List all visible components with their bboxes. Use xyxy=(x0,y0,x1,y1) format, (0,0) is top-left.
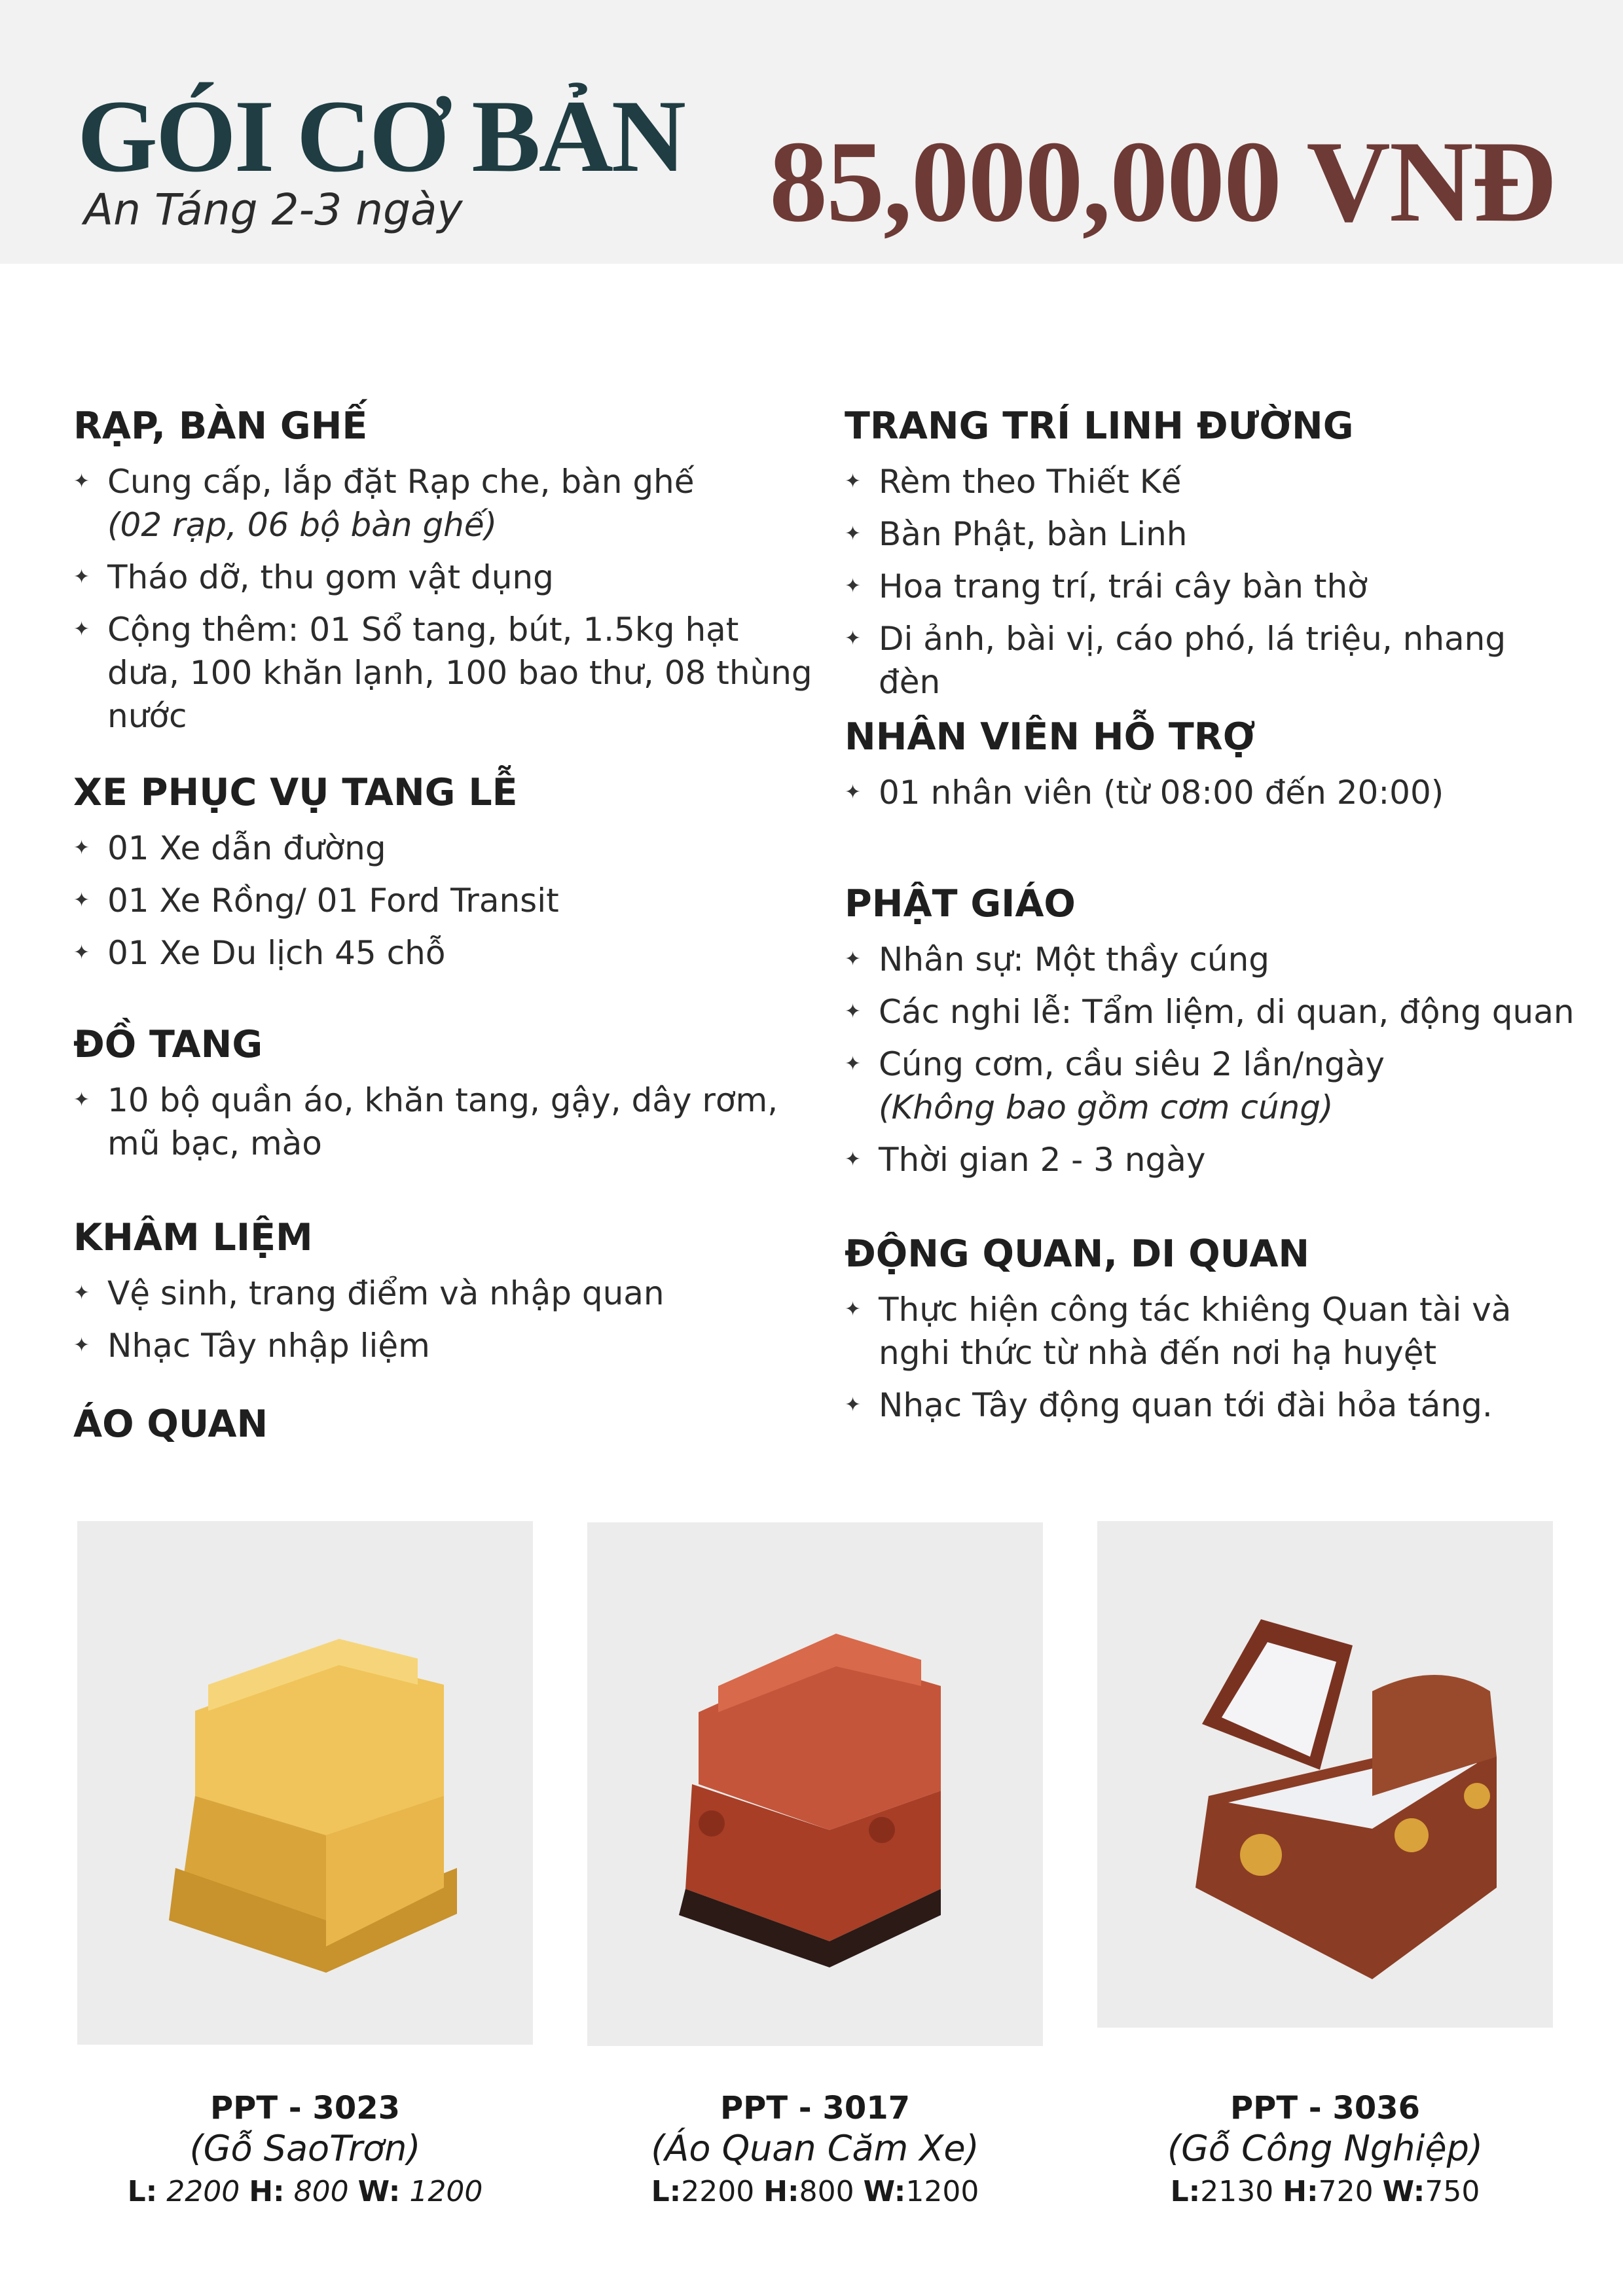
list-item xyxy=(845,1288,1578,1374)
list-item xyxy=(845,990,1578,1033)
section-do-tang xyxy=(73,1024,820,1174)
list-item xyxy=(845,512,1578,556)
list-item-text: Nhạc Tây nhập liệm xyxy=(107,1326,430,1365)
section-phat-giao xyxy=(845,884,1578,1191)
section-title: ĐỒ TANG xyxy=(73,1023,263,1066)
section-ao-quan xyxy=(73,1404,820,1445)
list-item xyxy=(73,608,820,738)
section-list xyxy=(845,1288,1578,1427)
list-item xyxy=(73,1079,820,1165)
product-dimensions: L:2130 H:720 W:750 xyxy=(1170,2175,1480,2208)
product-material: (Gỗ Công Nghiệp) xyxy=(1167,2128,1483,2169)
section-title: TRANG TRÍ LINH ĐƯỜNG xyxy=(845,404,1354,448)
section-kham-liem xyxy=(73,1217,820,1376)
star-bullet-icon: ✦ xyxy=(845,574,862,598)
list-item-text: Các nghi lễ: Tẩm liệm, di quan, động quan xyxy=(879,992,1575,1031)
list-item-text: Tháo dỡ, thu gom vật dụng xyxy=(107,558,554,596)
list-item xyxy=(845,938,1578,981)
coffin-photo-icon xyxy=(77,1521,533,2045)
product-dimensions: L:2200 H:800 W:1200 xyxy=(651,2175,979,2208)
coffin-photo-icon xyxy=(587,1522,1043,2046)
list-item xyxy=(73,879,820,922)
product-material: (Áo Quan Căm Xe) xyxy=(651,2128,979,2169)
coffin-photo-icon xyxy=(1097,1521,1553,2028)
star-bullet-icon: ✦ xyxy=(845,1052,862,1075)
section-title: XE PHỤC VỤ TANG LỄ xyxy=(73,771,518,814)
list-item xyxy=(845,460,1578,503)
list-item-text: 01 nhân viên (từ 08:00 đến 20:00) xyxy=(879,773,1444,812)
list-item-text: Vệ sinh, trang điểm và nhập quan xyxy=(107,1274,665,1312)
package-subtitle: An Táng 2-3 ngày xyxy=(84,185,463,235)
product-code: PPT - 3036 xyxy=(1230,2090,1421,2126)
list-item-text: Hoa trang trí, trái cây bàn thờ xyxy=(879,567,1368,605)
list-item-text: 01 Xe dẫn đường xyxy=(107,829,386,867)
section-title: ÁO QUAN xyxy=(73,1403,268,1446)
list-item xyxy=(845,771,1578,814)
list-item xyxy=(73,460,820,547)
section-rap-ban-ghe xyxy=(73,406,820,747)
section-title: ĐỘNG QUAN, DI QUAN xyxy=(845,1232,1310,1276)
list-item xyxy=(845,1384,1578,1427)
star-bullet-icon: ✦ xyxy=(73,836,90,859)
star-bullet-icon: ✦ xyxy=(73,617,90,641)
section-title: KHÂM LIỆM xyxy=(73,1216,313,1259)
product-code: PPT - 3023 xyxy=(210,2090,401,2126)
star-bullet-icon: ✦ xyxy=(73,1281,90,1304)
star-bullet-icon: ✦ xyxy=(845,1147,862,1171)
star-bullet-icon: ✦ xyxy=(845,522,862,545)
list-item xyxy=(73,827,820,870)
list-item-text: Cúng cơm, cầu siêu 2 lần/ngày xyxy=(879,1045,1385,1083)
star-bullet-icon: ✦ xyxy=(73,565,90,588)
product-material: (Gỗ SaoTrơn) xyxy=(189,2128,421,2169)
list-item xyxy=(73,556,820,599)
product-caption-2 xyxy=(561,2088,1069,2215)
list-item-note: (02 rạp, 06 bộ bàn ghế) xyxy=(107,505,498,544)
list-item-text: 01 Xe Du lịch 45 chỗ xyxy=(107,933,446,972)
product-caption-3 xyxy=(1071,2088,1579,2215)
section-list xyxy=(73,460,820,738)
list-item-text: Nhân sự: Một thầy cúng xyxy=(879,940,1270,978)
coffin-image-3 xyxy=(1097,1521,1553,2028)
section-xe-phuc-vu-tang-le xyxy=(73,772,820,984)
star-bullet-icon: ✦ xyxy=(845,780,862,804)
list-item-text: Cung cấp, lắp đặt Rạp che, bàn ghế xyxy=(107,462,695,501)
section-list xyxy=(845,938,1578,1181)
star-bullet-icon: ✦ xyxy=(73,1333,90,1357)
section-list xyxy=(845,771,1578,814)
section-list xyxy=(73,827,820,975)
list-item xyxy=(845,1043,1578,1129)
list-item xyxy=(845,617,1578,704)
section-title: PHẬT GIÁO xyxy=(845,882,1076,925)
coffin-image-2 xyxy=(587,1522,1043,2046)
product-caption-1 xyxy=(51,2088,559,2215)
star-bullet-icon: ✦ xyxy=(73,469,90,493)
list-item-text: Rèm theo Thiết Kế xyxy=(879,462,1182,501)
star-bullet-icon: ✦ xyxy=(73,888,90,912)
list-item-text: Nhạc Tây động quan tới đài hỏa táng. xyxy=(879,1386,1493,1424)
list-item-text: 01 Xe Rồng/ 01 Ford Transit xyxy=(107,881,559,920)
package-price: 85,000,000 VNĐ xyxy=(769,117,1555,246)
star-bullet-icon: ✦ xyxy=(845,1393,862,1416)
product-dimensions: L: 2200 H: 800 W: 1200 xyxy=(127,2175,483,2208)
list-item-text: Thời gian 2 - 3 ngày xyxy=(879,1140,1206,1179)
list-item-text: Di ảnh, bài vị, cáo phó, lá triệu, nhang đèn xyxy=(879,619,1506,701)
section-list xyxy=(73,1079,820,1165)
coffin-products xyxy=(0,1517,1623,2296)
list-item-text: 10 bộ quần áo, khăn tang, gậy, dây rơm, mũ bạc, mào xyxy=(107,1081,778,1162)
list-item-text: Cộng thêm: 01 Sổ tang, bút, 1.5kg hạt dưa, 100 khăn lạnh, 100 bao thư, 08 thùng nước xyxy=(107,610,812,735)
star-bullet-icon: ✦ xyxy=(845,626,862,650)
star-bullet-icon: ✦ xyxy=(845,1297,862,1321)
section-trang-tri-linh-duong xyxy=(845,406,1578,713)
package-title: GÓI CƠ BẢN xyxy=(77,79,684,194)
section-dong-quan-di-quan xyxy=(845,1234,1578,1436)
star-bullet-icon: ✦ xyxy=(845,469,862,493)
star-bullet-icon: ✦ xyxy=(73,1088,90,1111)
star-bullet-icon: ✦ xyxy=(73,941,90,964)
list-item-text: Bàn Phật, bàn Linh xyxy=(879,514,1188,553)
section-title: RẠP, BÀN GHẾ xyxy=(73,404,368,448)
header-band xyxy=(0,0,1623,264)
list-item xyxy=(845,565,1578,608)
list-item-text: Thực hiện công tác khiêng Quan tài và nghi thức từ nhà đến nơi hạ huyệt xyxy=(879,1290,1512,1372)
list-item xyxy=(73,931,820,975)
list-item xyxy=(73,1324,820,1367)
section-list xyxy=(845,460,1578,704)
star-bullet-icon: ✦ xyxy=(845,947,862,971)
section-nhan-vien-ho-tro xyxy=(845,717,1578,823)
star-bullet-icon: ✦ xyxy=(845,999,862,1023)
product-code: PPT - 3017 xyxy=(720,2090,911,2126)
section-title: NHÂN VIÊN HỖ TRỢ xyxy=(845,715,1256,759)
list-item xyxy=(845,1138,1578,1181)
list-item-note: (Không bao gồm cơm cúng) xyxy=(879,1088,1334,1126)
coffin-image-1 xyxy=(77,1521,533,2045)
section-list xyxy=(73,1272,820,1367)
list-item xyxy=(73,1272,820,1315)
